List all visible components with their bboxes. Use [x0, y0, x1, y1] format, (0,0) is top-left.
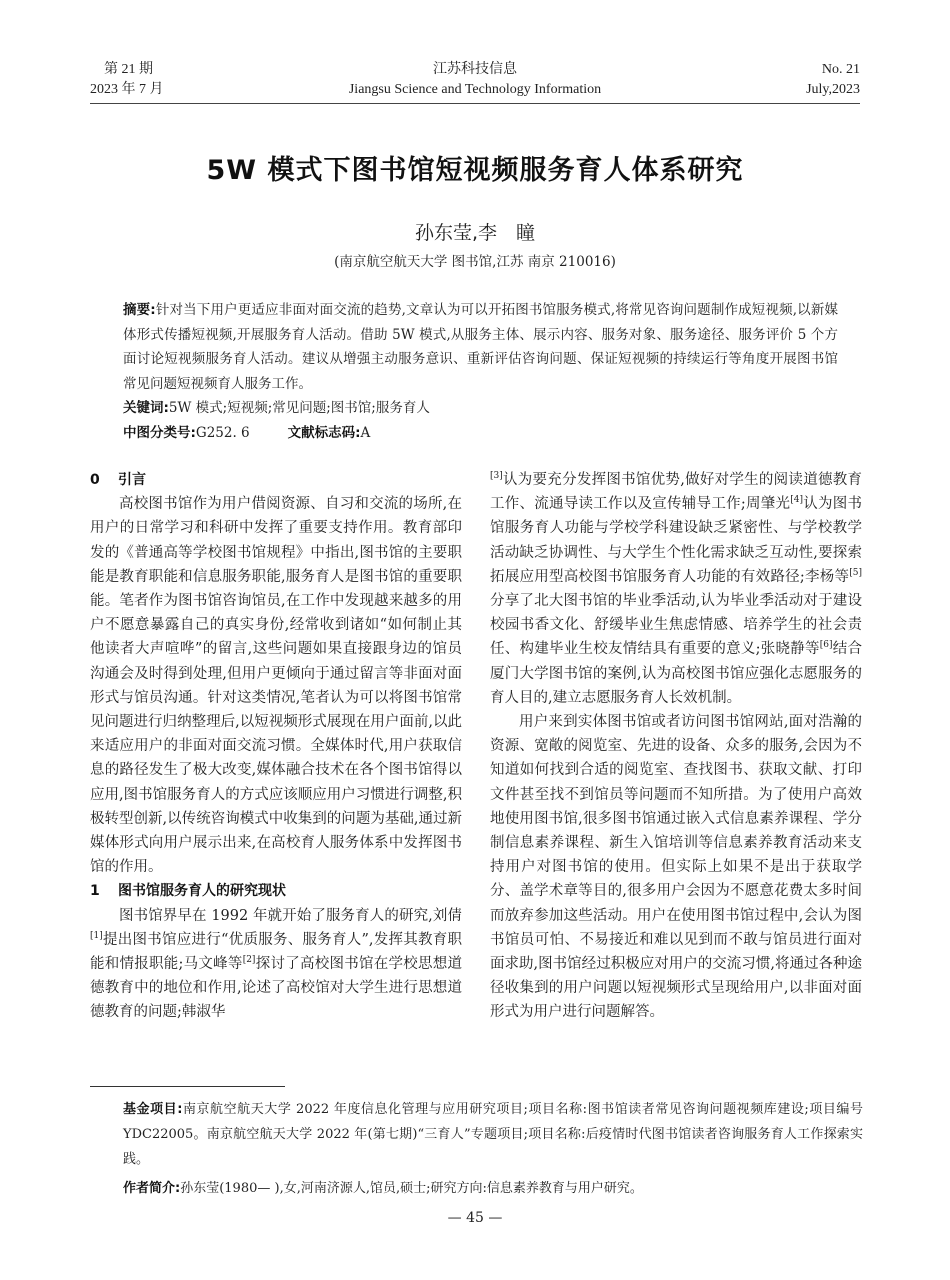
clc-label: 中图分类号:: [123, 424, 196, 441]
text-run: 探讨了高校图书馆在学校思想道德教育中的地位和作用,论述了高校馆对大学生进行思想道德教育的问题;韩淑华: [90, 956, 462, 1021]
doc-code-label: 文献标志码:: [287, 424, 361, 441]
section-title: 图书馆服务育人的研究现状: [118, 883, 286, 900]
paper-title: 5W 模式下图书馆短视频服务育人体系研究: [206, 155, 744, 186]
author-list: 孙东莹,李 瞳: [414, 222, 536, 244]
intro-paragraph: 高校图书馆作为用户借阅资源、自习和交流的场所,在用户的日常学习和科研中发挥了重要支持作用。教育部印发的《普通高等学校图书馆规程》中指出,图书馆的主要职能是教育职能和信息服务职能,服务育人是图书馆的重要职能。笔者作为图书馆咨询馆员,在工作中发现越来越多的用户不愿意暴露自己的真实身份,经常收到诸如“如何制止其他读者大声喧哗”的留言,这些问题如果直接跟身边的馆员沟通会及时得到处理,但用户更倾向于通过留言等非面对面形式与馆员沟通。针对这类情况,笔者认为可以将图书馆常见问题进行归纳整理后,以短视频形式展现在用户面前,以此来适应用户的非面对面交流习惯。全媒体时代,用户获取信息的路径发生了极大改变,媒体融合技术在各个图书馆得以应用,图书馆服务育人的方式应该顺应用户习惯进行调整,积极转型创新,以传统咨询模式中收集到的问题为基础,通过新媒体形式向用户展示出来,在高校育人服务体系中发挥图书馆的作用。: [90, 496, 462, 876]
author-affiliation: (南京航空航天大学 图书馆,江苏 南京 210016): [334, 254, 616, 270]
footnote-divider: [90, 1086, 285, 1087]
journal-name-cn: 江苏科技信息: [433, 62, 517, 77]
keywords: [123, 396, 838, 421]
section-title: 引言: [118, 472, 146, 488]
fund-label: 基金项目:: [123, 1102, 183, 1117]
fund-text: 南京航空航天大学 2022 年度信息化管理与应用研究项目;项目名称:图书馆读者常见咨询问题视频库建设;项目编号 YDC22005。南京航空航天大学 2022 年(第七期)“三育人”专题项目;项目名称:后疫情时代图书馆读者咨询服务育人工作探索实践。: [123, 1102, 863, 1167]
section-heading-1: [90, 879, 462, 903]
text-run: 认为要充分发挥图书馆优势,做好对学生的阅读道德教育工作、流通导读工作以及宣传辅导工作;周肇光: [490, 472, 862, 513]
abstract: [123, 298, 838, 396]
author-bio-text: 孙东莹(1980— ),女,河南济源人,馆员,硕士;研究方向:信息素养教育与用户研究。: [180, 1181, 643, 1196]
text-run: 提出图书馆应进行“优质服务、服务育人”,发挥其教育职能和情报职能;马文峰等: [90, 931, 462, 973]
journal-name-en: Jiangsu Science and Technology Information: [348, 82, 602, 97]
issue-date-en: July,2023: [806, 82, 860, 97]
text-run: 认为图书馆服务育人功能与学校学科建设缺乏紧密性、与学校教学活动缺乏协调性、与大学生个性化需求缺乏互动性,要探索拓展应用型高校图书馆服务育人功能的有效路径;李杨等: [490, 496, 863, 585]
citation: [1]: [90, 931, 103, 942]
citation: [2]: [242, 955, 256, 966]
footnotes: [123, 1097, 863, 1201]
section-number: 1: [90, 883, 100, 900]
citation: [4]: [790, 495, 803, 506]
author-bio-label: 作者简介:: [123, 1181, 181, 1196]
text-run: 分享了北大图书馆的毕业季活动,认为毕业季活动对于建设校园书香文化、舒缓毕业生焦虑情感、培养学生的社会责任、构建毕业生校友情结具有重要的意义;张晓静等: [490, 593, 862, 658]
doc-code-value: A: [360, 424, 371, 441]
citation: [5]: [849, 567, 862, 578]
issue-number-en: No. 21: [821, 62, 860, 77]
section1-paragraph-2: 用户来到实体图书馆或者访问图书馆网站,面对浩瀚的资源、宽敞的阅览室、先进的设备、众多的服务,会因为不知道如何找到合适的阅览室、查找图书、获取文献、打印文件甚至找不到馆员等问题而不知所措。为了使用户高效地使用图书馆,很多图书馆通过嵌入式信息素养课程、学分制信息素养课程、新生入馆培训等信息素养教育活动来支持用户对图书馆的使用。但实际上如果不是出于获取学分、盖学术章等目的,很多用户会因为不愿意花费太多时间而放弃参加这些活动。用户在使用图书馆过程中,会认为图书馆员可怕、不易接近和难以见到而不敢与馆员进行面对面求助,图书馆经过积极应对用户的交流习惯,将通过各种途径收集到的用户问题以短视频形式呈现给用户,以非面对面形式为用户进行问题解答。: [490, 714, 862, 1021]
section-number: 0: [90, 472, 100, 488]
section1-paragraph-continued: [490, 468, 862, 710]
text-run: 结合厦门大学图书馆的案例,认为高校图书馆应强化志愿服务的育人目的,建立志愿服务育人长效机制。: [490, 641, 862, 706]
abstract-text: 针对当下用户更适应非面对面交流的趋势,文章认为可以开拓图书馆服务模式,将常见咨询问题制作成短视频,以新媒体形式传播短视频,开展服务育人活动。借助 5W 模式,从服务主体、展示内容、服务对象、服务途径、服务评价 5 个方面讨论短视频服务育人活动。建议从增强主动服务意识、重新评估咨询问题、保证短视频的持续运行等角度开展图书馆常见问题短视频育人服务工作。: [123, 302, 838, 392]
page-number: — 45 —: [447, 1210, 503, 1226]
left-column: [90, 468, 462, 1025]
issue-date-cn: 2023 年 7 月: [90, 82, 164, 97]
keywords-label: 关键词:: [123, 400, 169, 416]
right-column: [490, 468, 862, 1025]
abstract-label: 摘要:: [123, 302, 156, 318]
author-bio: [123, 1176, 863, 1201]
text-run: 图书馆界早在 1992 年就开始了服务育人的研究,刘倩: [119, 907, 462, 924]
citation: [3]: [490, 471, 503, 482]
keywords-text: 5W 模式;短视频;常见问题;图书馆;服务育人: [168, 400, 430, 416]
header-issue-en: [806, 60, 860, 100]
section1-paragraph-start: [90, 904, 462, 1025]
section-heading-intro: [90, 468, 462, 492]
clc-value: G252. 6: [195, 424, 250, 441]
abstract-block: [123, 298, 838, 445]
citation: [6]: [819, 640, 833, 651]
issue-number-cn: 第 21 期: [104, 62, 153, 77]
header-divider: [90, 103, 860, 104]
classification: [123, 421, 838, 446]
fund-note: [123, 1097, 863, 1172]
